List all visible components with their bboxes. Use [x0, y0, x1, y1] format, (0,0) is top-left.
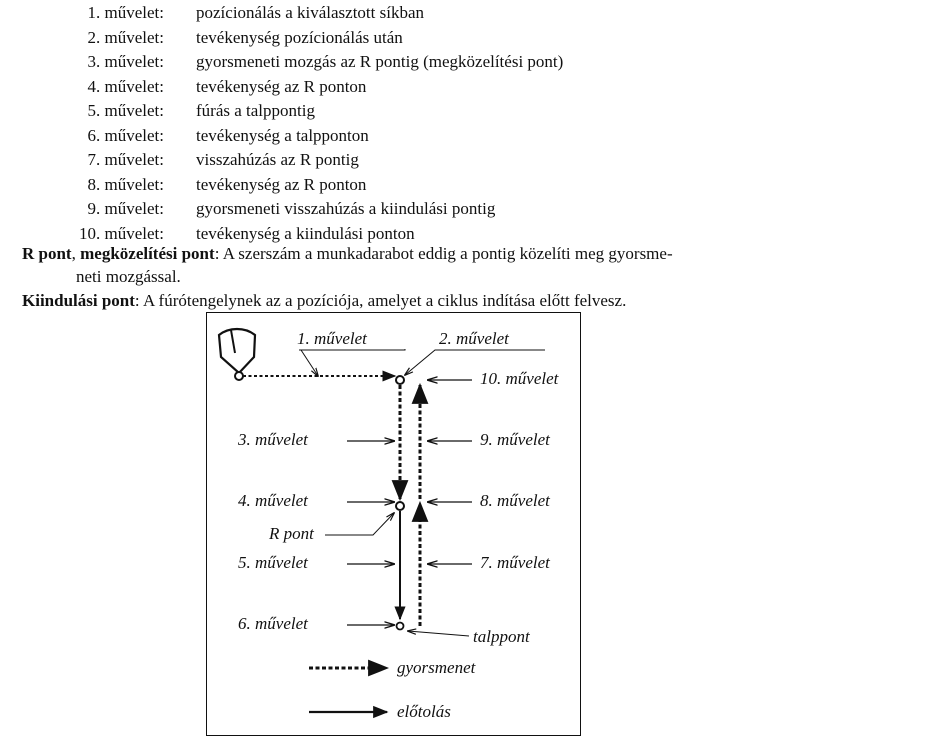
drill-tool-icon	[219, 329, 255, 380]
operation-description: tevékenység az R ponton	[196, 174, 367, 194]
r-point-label: R pont	[269, 524, 314, 543]
r-point-leader	[325, 513, 394, 535]
r-point-term: R pont	[22, 244, 72, 263]
op8-label: 8. művelet	[480, 491, 550, 510]
operation-description: tevékenység a kiindulási ponton	[196, 223, 415, 243]
operation-number: 2. művelet:	[87, 27, 164, 47]
operation-item	[0, 75, 927, 99]
operation-number: 7. művelet:	[87, 150, 164, 169]
operation-number: 10. művelet:	[79, 223, 164, 243]
operation-item	[0, 124, 927, 148]
operation-description: visszahúzás az R pontig	[196, 150, 359, 169]
operation-number: 3. művelet:	[87, 52, 164, 71]
operation-number: 6. művelet:	[87, 125, 164, 145]
op2-label: 2. művelet	[439, 329, 509, 348]
bottom-point-marker	[397, 623, 404, 630]
bottom-point-leader	[408, 631, 469, 636]
operation-item	[0, 26, 927, 50]
r-point-text-continued: neti mozgással.	[76, 267, 181, 286]
operation-number: 5. művelet:	[87, 101, 164, 120]
operation-item	[0, 1, 927, 25]
operation-description: pozícionálás a kiválasztott síkban	[196, 3, 425, 22]
op1-label: 1. művelet	[297, 329, 367, 348]
operation-number: 4. művelet:	[87, 76, 164, 96]
drilling-cycle-diagram	[206, 312, 581, 736]
operation-description: gyorsmeneti mozgás az R pontig (megközelítési pont)	[196, 52, 564, 71]
op4-label: 4. művelet	[238, 491, 308, 510]
start-point-marker	[396, 376, 404, 384]
approach-point-term: megközelítési pont	[80, 244, 215, 263]
bottom-point-label: talppont	[473, 627, 530, 646]
operation-number: 1. művelet:	[87, 3, 164, 22]
r-point-definition-continued	[76, 265, 181, 288]
start-point-term: Kiindulási pont	[22, 291, 135, 310]
op5-label: 5. művelet	[238, 553, 308, 572]
r-point-text: : A szerszám a munkadarabot eddig a pontig közelíti meg gyorsme-	[214, 244, 673, 263]
op7-label: 7. művelet	[480, 553, 550, 572]
op9-label: 9. művelet	[480, 430, 550, 449]
start-point-text: : A fúrótengelynek az a pozíciója, amelyet a ciklus indítása előtt felvesz.	[134, 291, 627, 310]
operation-item	[0, 99, 927, 123]
op10-label: 10. művelet	[480, 369, 559, 388]
r-point-definition	[22, 242, 673, 265]
legend-rapid-label: gyorsmenet	[397, 658, 476, 677]
operation-description: tevékenység az R ponton	[196, 76, 367, 96]
r-point-marker	[396, 502, 404, 510]
op6-label: 6. művelet	[238, 614, 308, 633]
operation-item	[0, 148, 927, 172]
operation-item	[0, 50, 927, 74]
operation-item	[0, 197, 927, 221]
operation-description: tevékenység a talpponton	[196, 125, 369, 145]
operation-number: 9. művelet:	[87, 199, 164, 218]
operation-description: gyorsmeneti visszahúzás a kiindulási pontig	[196, 199, 496, 218]
op3-label: 3. művelet	[238, 430, 308, 449]
operation-description: fúrás a talppontig	[196, 101, 315, 120]
op1-leader	[299, 349, 405, 350]
term-separator: ,	[71, 244, 81, 263]
legend-feed-label: előtolás	[397, 702, 451, 721]
operation-item	[0, 173, 927, 197]
op1-pointer	[301, 350, 318, 376]
operation-description: tevékenység pozícionálás után	[196, 27, 403, 47]
start-point-definition	[22, 289, 626, 312]
operation-number: 8. művelet:	[87, 174, 164, 194]
